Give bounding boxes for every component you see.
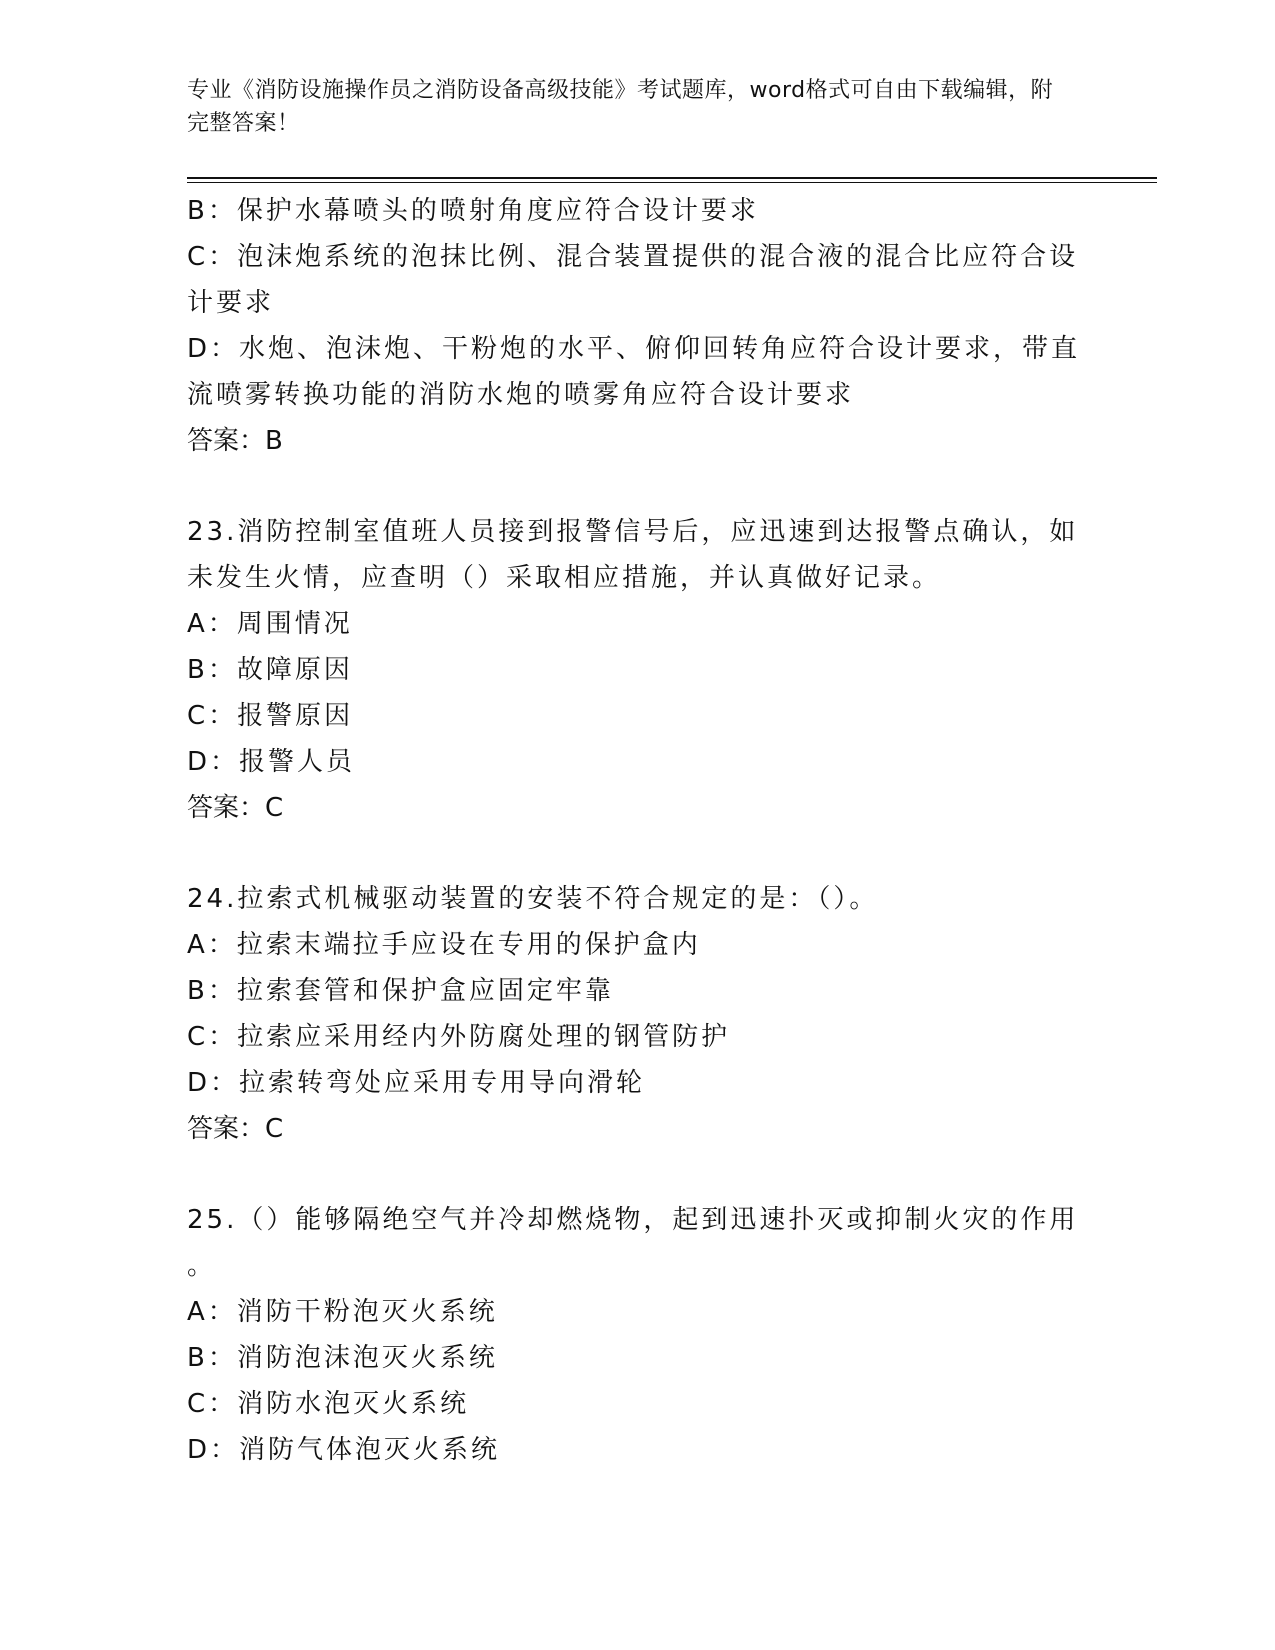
option-a: A：周围情况 [187, 609, 353, 639]
question-22-continued [187, 188, 1087, 464]
option-d: D：拉索转弯处应采用专用导向滑轮 [187, 1068, 646, 1098]
answer-text: 答案：C [187, 1114, 284, 1144]
option-c: C：报警原因 [187, 701, 354, 731]
header-rule-thick [187, 177, 1157, 179]
question-stem: 25.（）能够隔绝空气并冷却燃烧物，起到迅速扑灭或抑制火灾的作用 [187, 1205, 1079, 1235]
option-d: D：消防气体泡灭火系统 [187, 1435, 501, 1465]
spacer [187, 464, 1087, 509]
option-d: D：水炮、泡沫炮、干粉炮的水平、俯仰回转角应符合设计要求，带直流喷雾转换功能的消防水炮的喷雾角应符合设计要求 [187, 334, 1081, 410]
question-25 [187, 1197, 1087, 1473]
answer-text: 答案：C [187, 793, 284, 823]
option-a: A：拉索末端拉手应设在专用的保护盒内 [187, 930, 701, 960]
option-c: C：泡沫炮系统的泡抹比例、混合装置提供的混合液的混合比应符合设计要求 [187, 242, 1079, 318]
question-23 [187, 509, 1087, 831]
option-b: B：拉索套管和保护盒应固定牢靠 [187, 976, 614, 1006]
option-a: A：消防干粉泡灭火系统 [187, 1297, 498, 1327]
option-c: C：消防水泡灭火系统 [187, 1389, 470, 1419]
spacer [187, 1152, 1087, 1197]
question-stem: 23.消防控制室值班人员接到报警信号后，应迅速到达报警点确认，如未发生火情，应查明（）采取相应措施，并认真做好记录。 [187, 517, 1079, 593]
answer-text: 答案：B [187, 426, 283, 456]
option-d: D：报警人员 [187, 747, 356, 777]
document-header: 专业《消防设施操作员之消防设备高级技能》考试题库，word格式可自由下载编辑，附完整答案！ [187, 78, 1054, 136]
option-b: B：保护水幕喷头的喷射角度应符合设计要求 [187, 196, 759, 226]
question-24 [187, 876, 1087, 1152]
question-stem-continued: 。 [187, 1251, 217, 1281]
spacer [187, 831, 1087, 876]
question-content [187, 188, 1087, 1473]
header-rule-thin [187, 182, 1157, 183]
option-c: C：拉索应采用经内外防腐处理的钢管防护 [187, 1022, 731, 1052]
option-b: B：消防泡沫泡灭火系统 [187, 1343, 498, 1373]
option-b: B：故障原因 [187, 655, 353, 685]
question-stem: 24.拉索式机械驱动装置的安装不符合规定的是：（）。 [187, 884, 879, 914]
